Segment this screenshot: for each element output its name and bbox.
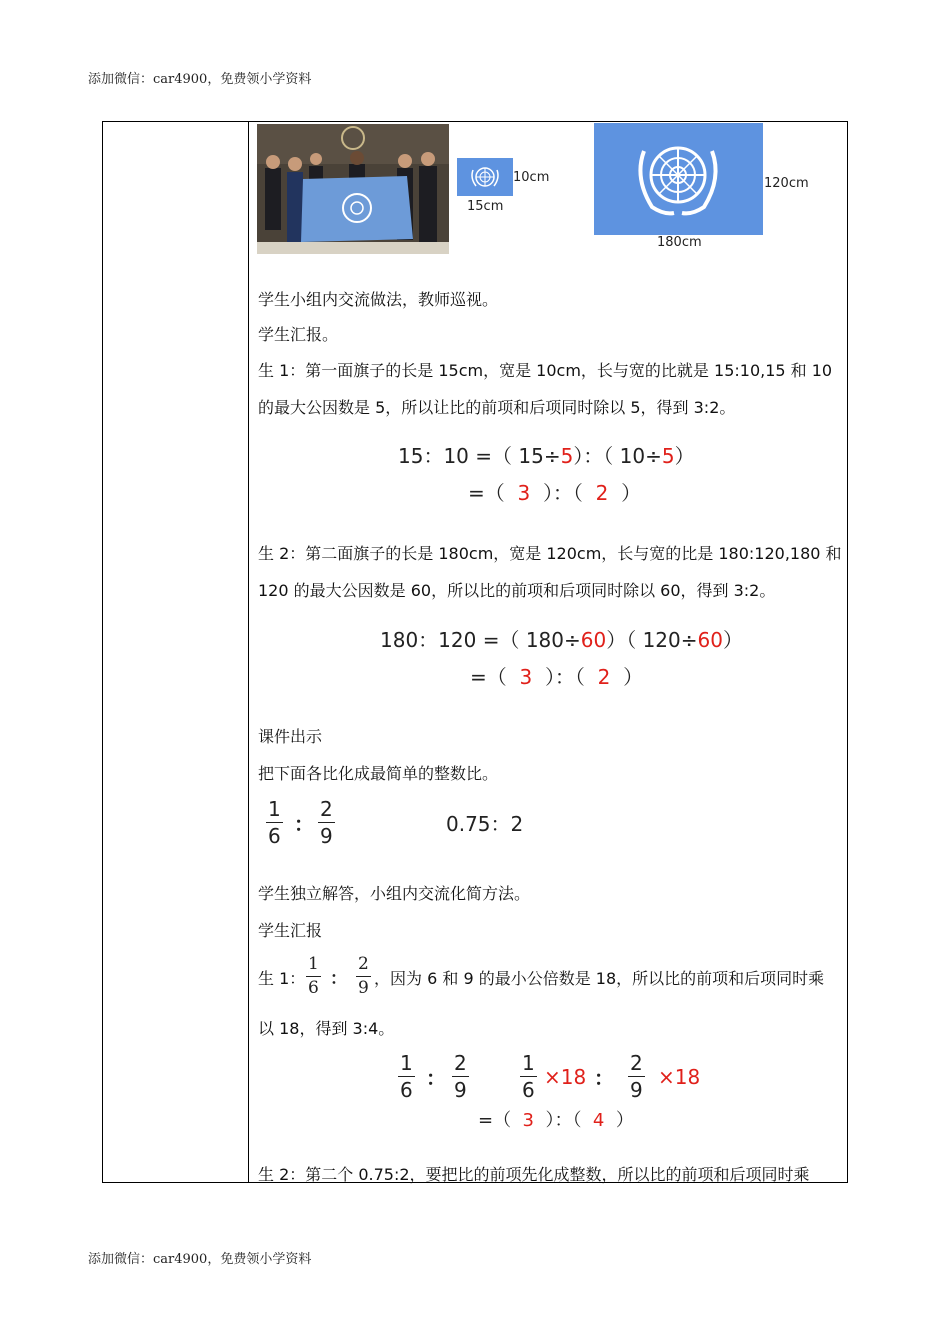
ratio-colon: ： bbox=[294, 812, 314, 836]
eq3-colon-1: ： bbox=[426, 1066, 446, 1090]
equation-180-120-result: =（ 3 ）：（ 2 ） bbox=[470, 665, 644, 689]
eq3-fraction-one-sixth: 1 6 bbox=[400, 1051, 413, 1102]
eq3-colon-2: ： bbox=[594, 1066, 614, 1090]
small-un-flag bbox=[457, 158, 513, 196]
eq3-result: =（ 3 ）：（ 4 ） bbox=[478, 1110, 634, 1131]
eq3-fraction-one-sixth-b: 1 6 bbox=[522, 1051, 535, 1102]
paragraph-student2-decimal: 生 2：第二个 0.75:2，要把比的前项先化成整数，所以比的前项和后项同时乘 bbox=[258, 1165, 810, 1184]
paragraph-student1-line1: 生 1：第一面旗子的长是 15cm，宽是 10cm，长与宽的比就是 15:10,15 和 10 bbox=[258, 361, 833, 380]
header-note: 添加微信：car4900，免费领小学资料 bbox=[88, 72, 312, 87]
equation-180-120: 180：120 =（ 180÷60）（ 120÷60） bbox=[380, 628, 743, 652]
paragraph-task: 把下面各比化成最简单的整数比。 bbox=[258, 764, 499, 783]
large-flag-width-label: 180cm bbox=[657, 235, 702, 250]
paragraph-student1-prefix: 生 1： bbox=[258, 969, 306, 988]
inline-fraction-one-sixth: 1 6 bbox=[308, 954, 319, 998]
equation-15-10-result: =（ 3 ）：（ 2 ） bbox=[468, 481, 642, 505]
eq3-times18-a: ×18 bbox=[544, 1065, 587, 1089]
eq3-times18-b: ×18 bbox=[658, 1065, 701, 1089]
un-flag-photo bbox=[257, 124, 449, 254]
small-flag-height-label: 10cm bbox=[513, 170, 550, 185]
paragraph-student-report: 学生汇报。 bbox=[258, 325, 339, 344]
eq3-fraction-two-ninths: 2 9 bbox=[454, 1051, 467, 1102]
inline-ratio-colon: ： bbox=[330, 969, 347, 989]
paragraph-group-discussion: 学生小组内交流做法，教师巡视。 bbox=[258, 290, 499, 309]
lesson-table bbox=[102, 121, 848, 1183]
paragraph-student1-line2: 的最大公因数是 5，所以让比的前项和后项同时除以 5，得到 3:2。 bbox=[258, 398, 736, 417]
fraction-one-sixth: 1 6 bbox=[268, 797, 281, 848]
fraction-two-ninths: 2 9 bbox=[320, 797, 333, 848]
paragraph-courseware: 课件出示 bbox=[258, 727, 323, 746]
ratio-decimal: 0.75：2 bbox=[446, 812, 524, 836]
footer-note: 添加微信：car4900，免费领小学资料 bbox=[88, 1252, 312, 1267]
paragraph-student1-result: 以 18，得到 3:4。 bbox=[258, 1019, 395, 1038]
paragraph-student2-line1: 生 2：第二面旗子的长是 180cm，宽是 120cm，长与宽的比是 180:120,180 和 bbox=[258, 544, 842, 563]
large-flag-height-label: 120cm bbox=[764, 176, 809, 191]
paragraph-student1-lcm: ，因为 6 和 9 的最小公倍数是 18，所以比的前项和后项同时乘 bbox=[374, 969, 825, 988]
small-flag-width-label: 15cm bbox=[467, 199, 504, 214]
inline-fraction-two-ninths: 2 9 bbox=[358, 954, 369, 998]
equation-15-10: 15：10 =（ 15÷5）：（ 10÷5） bbox=[398, 444, 695, 468]
paragraph-student2-line2: 120 的最大公因数是 60，所以比的前项和后项同时除以 60，得到 3:2。 bbox=[258, 581, 776, 600]
paragraph-student-report-2: 学生汇报 bbox=[258, 921, 323, 940]
large-un-flag bbox=[594, 123, 763, 235]
left-column-cell bbox=[103, 122, 249, 1182]
paragraph-independent-answer: 学生独立解答，小组内交流化简方法。 bbox=[258, 884, 531, 903]
content-cell bbox=[250, 122, 847, 1182]
eq3-fraction-two-ninths-b: 2 9 bbox=[630, 1051, 643, 1102]
